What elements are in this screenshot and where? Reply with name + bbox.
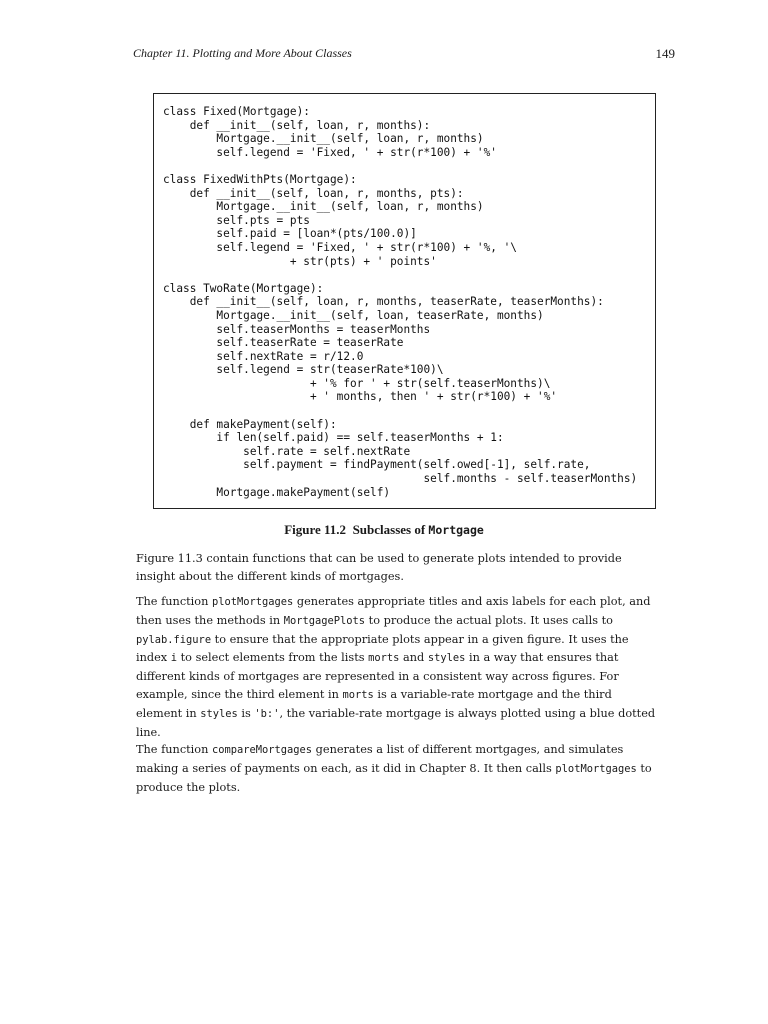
p2-code: morts bbox=[342, 688, 374, 701]
code-line: Mortgage.__init__(self, loan, teaserRate, months) bbox=[163, 308, 544, 322]
page-number: 149 bbox=[655, 46, 675, 61]
p2-code: i bbox=[170, 652, 178, 665]
p3-text: The function bbox=[136, 743, 212, 756]
p2-code: 'b:' bbox=[254, 707, 280, 720]
code-line: self.nextRate = r/12.0 bbox=[163, 349, 364, 363]
code-line: class Fixed(Mortgage): bbox=[163, 105, 310, 118]
code-line: class FixedWithPts(Mortgage): bbox=[163, 172, 357, 186]
code-line: class TwoRate(Mortgage): bbox=[163, 281, 324, 295]
p2-text: to select elements from the lists bbox=[177, 651, 369, 665]
code-line: + str(pts) + ' points' bbox=[163, 254, 437, 268]
code-line: self.legend = 'Fixed, ' + str(r*100) + '%, '\ bbox=[163, 240, 517, 254]
code-line: if len(self.paid) == self.teaserMonths + 1: bbox=[163, 431, 504, 445]
p2-text: is a variable-rate mortgage and the third element in bbox=[136, 687, 612, 720]
code-line: + ' months, then ' + str(r*100) + '%' bbox=[163, 390, 558, 404]
p3-code: compareMortgages bbox=[211, 744, 313, 756]
code-line: Mortgage.__init__(self, loan, r, months) bbox=[163, 200, 484, 214]
code-line: self.legend = 'Fixed, ' + str(r*100) + '%' bbox=[163, 145, 497, 159]
code-line: Mortgage.makePayment(self) bbox=[163, 485, 391, 499]
p2-text: is bbox=[237, 706, 255, 720]
code-line: self.teaserMonths = teaserMonths bbox=[163, 322, 431, 336]
code-line: self.rate = self.nextRate bbox=[163, 444, 411, 458]
p2-code: styles bbox=[200, 707, 238, 720]
code-line: Mortgage.__init__(self, loan, r, months) bbox=[163, 132, 484, 146]
code-line: self.teaserRate = teaserRate bbox=[163, 336, 404, 350]
code-figure-box bbox=[153, 93, 656, 509]
p2-code: styles bbox=[427, 652, 466, 665]
code-line: self.months - self.teaserMonths) bbox=[163, 472, 638, 486]
p2-text: The function bbox=[136, 595, 212, 608]
p2-code: morts bbox=[368, 652, 400, 665]
figure-caption-text: Subclasses of bbox=[352, 522, 429, 537]
p2-code: plotMortgages bbox=[211, 596, 294, 608]
paragraph-1: Figure 11.3 contain functions that can be used to generate plots intended to provide insight about the different kinds of mortgages. bbox=[136, 552, 622, 583]
code-line: self.pts = pts bbox=[163, 213, 310, 227]
figure-caption-code: Mortgage bbox=[428, 523, 484, 537]
code-line: def __init__(self, loan, r, months): bbox=[163, 118, 431, 132]
p2-text: to ensure that the appropriate plots appear in a given figure. It uses the index bbox=[136, 632, 629, 665]
code-line: + '% for ' + str(self.teaserMonths)\ bbox=[163, 376, 551, 390]
code-line: def makePayment(self): bbox=[163, 417, 337, 431]
code-line: self.legend = str(teaserRate*100)\ bbox=[163, 363, 444, 377]
p3-text: generates a list of different mortgages, and simulates making a series of payments on each, as it did in Chapter 8. It then calls bbox=[136, 743, 624, 775]
code-line: def __init__(self, loan, r, months, pts): bbox=[163, 186, 464, 200]
p2-text: in a way that ensures that different kinds of mortgages are represented in a consistent way across figures. For example, since the third element in bbox=[136, 651, 619, 701]
paragraph-2 bbox=[136, 593, 656, 741]
p2-code: MortgagePlots bbox=[283, 614, 366, 627]
chapter-title: Chapter 11. Plotting and More About Classes bbox=[133, 46, 352, 60]
code-line: self.paid = [loan*(pts/100.0)] bbox=[163, 227, 417, 241]
figure-label: Figure 11.2 bbox=[284, 522, 347, 537]
code-line: def __init__(self, loan, r, months, teaserRate, teaserMonths): bbox=[163, 295, 604, 309]
code-line: self.payment = findPayment(self.owed[-1], self.rate, bbox=[163, 458, 591, 472]
p2-text: , the variable-rate mortgage is always plotted using a blue dotted line. bbox=[136, 706, 656, 739]
code-listing bbox=[163, 105, 637, 499]
figure-caption bbox=[0, 522, 768, 538]
p2-text: and bbox=[399, 651, 428, 665]
p3-text: to produce the plots. bbox=[136, 761, 652, 794]
running-header bbox=[133, 46, 675, 64]
p2-text: to produce the actual plots. It uses calls to bbox=[365, 613, 613, 627]
p3-code: plotMortgages bbox=[555, 762, 637, 775]
paragraph-3 bbox=[136, 741, 656, 796]
p2-code: pylab.figure bbox=[136, 633, 212, 646]
p2-text: generates appropriate titles and axis labels for each plot, and then uses the methods in bbox=[136, 595, 651, 627]
